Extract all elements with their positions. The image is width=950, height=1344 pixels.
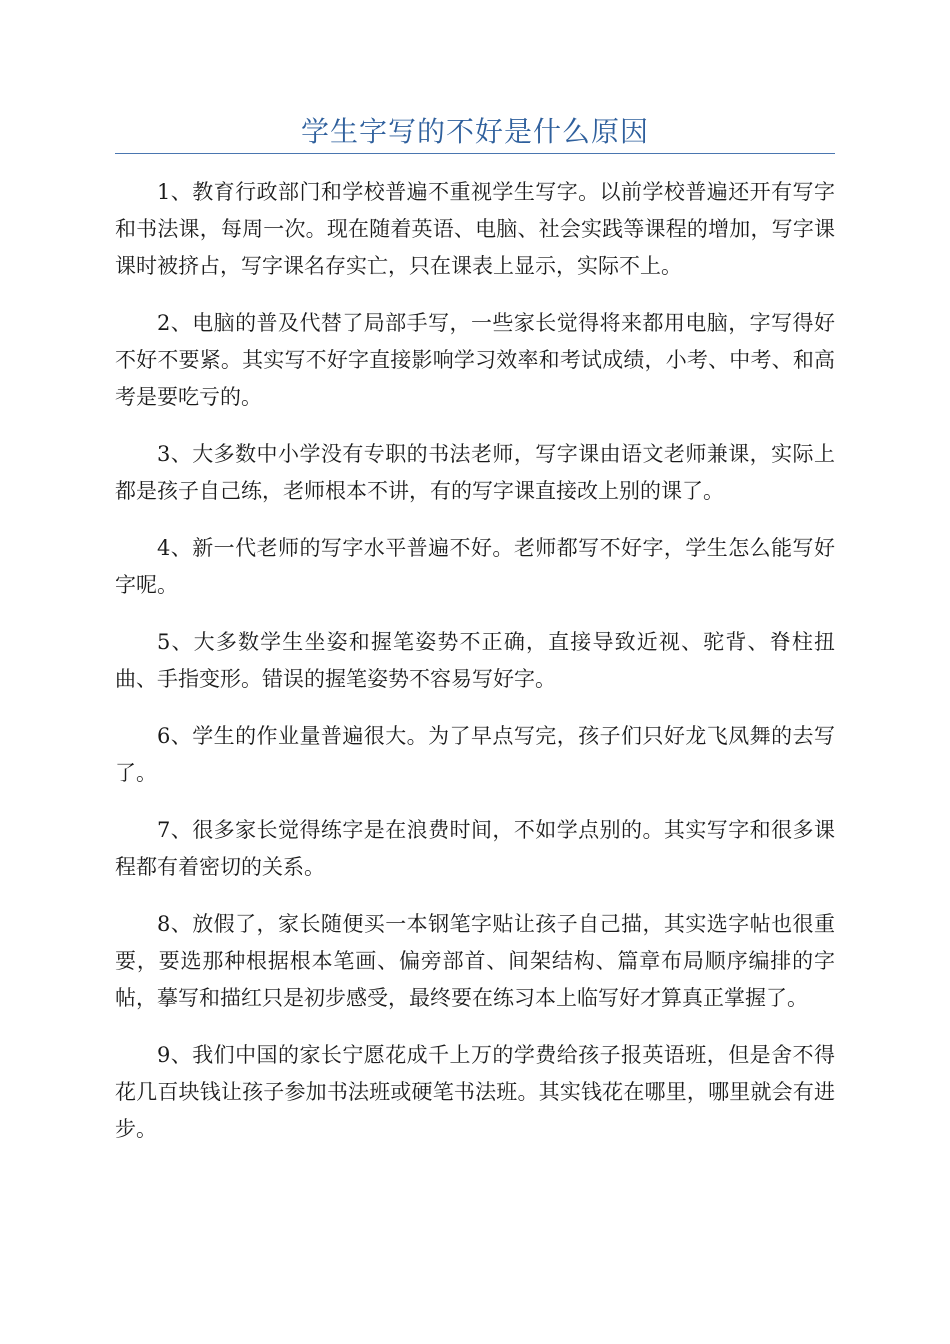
paragraph-8: 8、放假了，家长随便买一本钢笔字贴让孩子自己描，其实选字帖也很重要，要选那种根据根本笔画、偏旁部首、间架结构、篇章布局顺序编排的字帖，摹写和描红只是初步感受，最终要在练习本上临写好才算真正掌握了。 bbox=[115, 912, 835, 1010]
paragraph-2: 2、电脑的普及代替了局部手写，一些家长觉得将来都用电脑，字写得好不好不要紧。其实写不好字直接影响学习效率和考试成绩，小考、中考、和高考是要吃亏的。 bbox=[115, 311, 835, 409]
paragraph-5: 5、大多数学生坐姿和握笔姿势不正确，直接导致近视、驼背、脊柱扭曲、手指变形。错误的握笔姿势不容易写好字。 bbox=[115, 630, 835, 691]
paragraph-3: 3、大多数中小学没有专职的书法老师，写字课由语文老师兼课，实际上都是孩子自己练，老师根本不讲，有的写字课直接改上别的课了。 bbox=[115, 442, 835, 503]
paragraph-6: 6、学生的作业量普遍很大。为了早点写完，孩子们只好龙飞凤舞的去写了。 bbox=[115, 724, 835, 785]
paragraph-1: 1、教育行政部门和学校普遍不重视学生写字。以前学校普遍还开有写字和书法课，每周一次。现在随着英语、电脑、社会实践等课程的增加，写字课课时被挤占，写字课名存实亡，只在课表上显示，实际不上。 bbox=[115, 180, 835, 278]
document-body bbox=[115, 174, 835, 1168]
title-underline bbox=[115, 153, 835, 154]
paragraph-9: 9、我们中国的家长宁愿花成千上万的学费给孩子报英语班，但是舍不得花几百块钱让孩子参加书法班或硬笔书法班。其实钱花在哪里，哪里就会有进步。 bbox=[115, 1043, 835, 1141]
paragraph-4: 4、新一代老师的写字水平普遍不好。老师都写不好字，学生怎么能写好字呢。 bbox=[115, 536, 835, 597]
document-title: 学生字写的不好是什么原因 bbox=[300, 115, 649, 148]
paragraph-7: 7、很多家长觉得练字是在浪费时间，不如学点别的。其实写字和很多课程都有着密切的关系。 bbox=[115, 818, 835, 879]
